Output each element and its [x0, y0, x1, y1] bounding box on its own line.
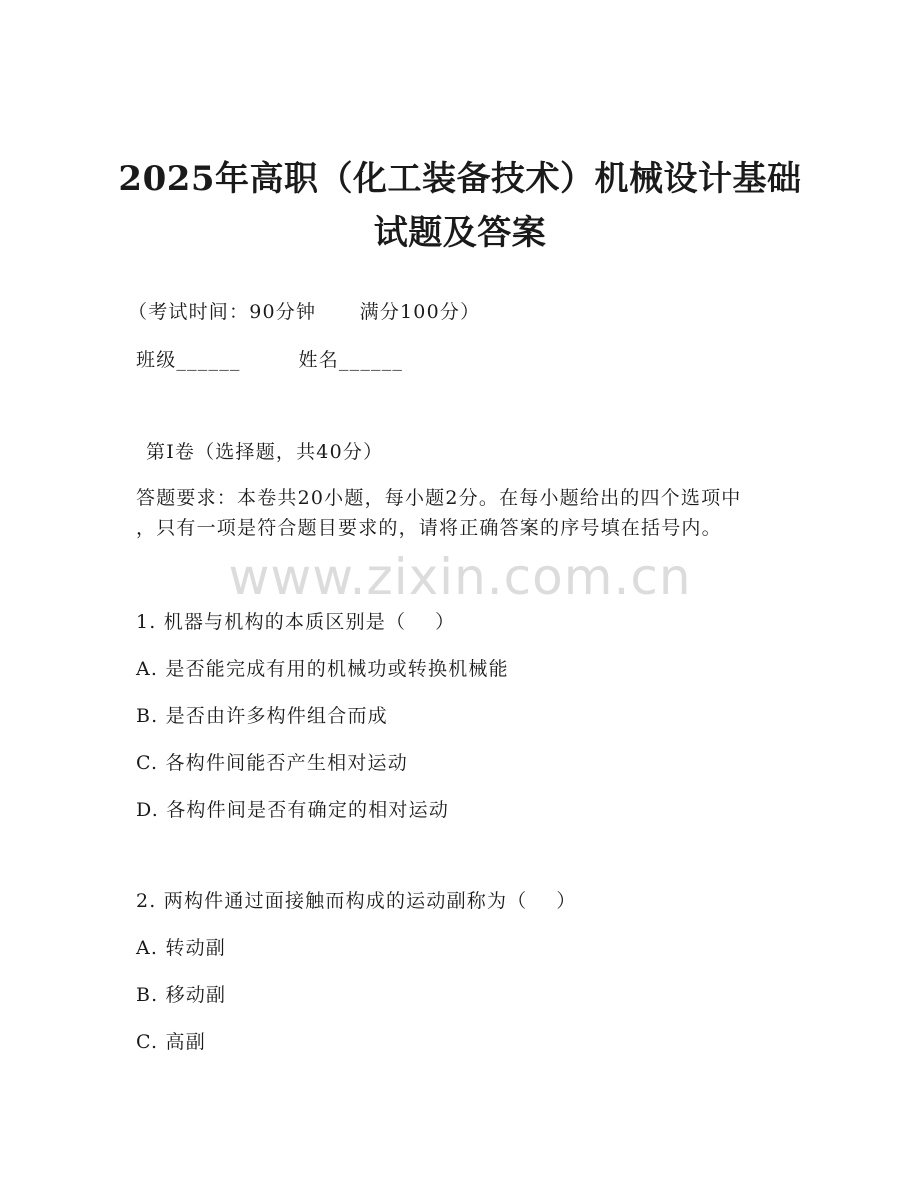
- question-option: C. 高副: [136, 1031, 206, 1053]
- title-line-2: 试题及答案: [373, 213, 547, 253]
- watermark: www.zixin.com.cn: [228, 548, 692, 606]
- question-option: B. 是否由许多构件组合而成: [136, 705, 388, 727]
- instructions-line-2: ，只有一项是符合题目要求的，请将正确答案的序号填在括号内。: [136, 517, 722, 539]
- question-option: A. 转动副: [136, 937, 227, 959]
- question-option: A. 是否能完成有用的机械功或转换机械能: [136, 658, 509, 680]
- question-option: D. 各构件间是否有确定的相对运动: [136, 799, 450, 821]
- section-title: 第I卷（选择题，共40分）: [146, 441, 384, 463]
- question-option: C. 各构件间能否产生相对运动: [136, 752, 408, 774]
- exam-info: （考试时间：90分钟 满分100分）: [128, 301, 481, 323]
- title-line-1: 2025年高职（化工装备技术）机械设计基础: [118, 159, 802, 199]
- question-stem: 1. 机器与机构的本质区别是（ ）: [136, 611, 456, 633]
- question-option: B. 移动副: [136, 984, 227, 1006]
- instructions-line-1: 答题要求：本卷共20小题，每小题2分。在每小题给出的四个选项中: [136, 487, 742, 509]
- class-name-line: 班级______ 姓名______: [136, 349, 404, 371]
- document-title: [60, 152, 860, 260]
- question-stem: 2. 两构件通过面接触而构成的运动副称为（ ）: [136, 890, 577, 912]
